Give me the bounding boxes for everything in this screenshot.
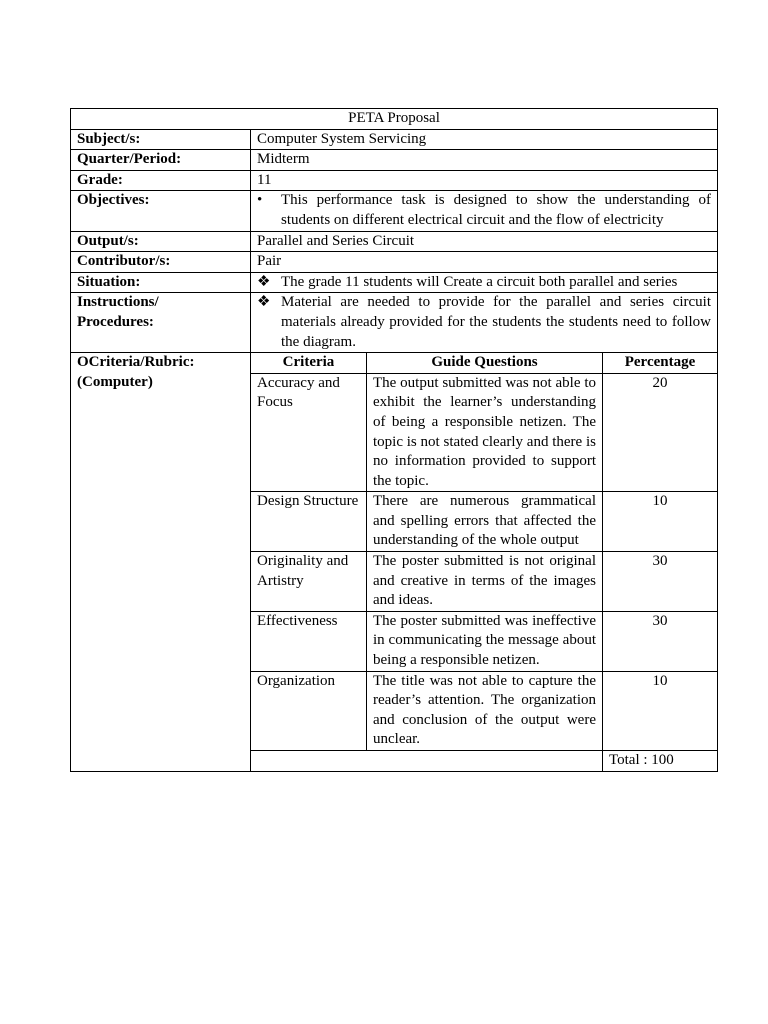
instructions-label-line1: Instructions/: [77, 294, 159, 311]
instructions-row: [71, 293, 718, 353]
document-title: PETA Proposal: [71, 109, 718, 130]
situation-cell: [251, 272, 718, 293]
rubric-row: [251, 671, 718, 750]
subject-value: Computer System Servicing: [251, 129, 718, 150]
rubric-total: Total : 100: [603, 751, 718, 772]
instructions-label-line2: Procedures:: [77, 313, 154, 330]
rubric-header-guide: Guide Questions: [367, 353, 603, 374]
title-row: [71, 109, 718, 130]
quarter-row: [71, 150, 718, 171]
criteria-label-line1: OCriteria/Rubric:: [77, 354, 195, 371]
rubric-percentage: 10: [603, 671, 718, 750]
rubric-percentage: 20: [603, 373, 718, 492]
contributor-value: Pair: [251, 252, 718, 273]
rubric-criteria: Organization: [251, 671, 367, 750]
proposal-table: [70, 108, 718, 772]
rubric-total-row: [251, 751, 718, 772]
rubric-header-criteria: Criteria: [251, 353, 367, 374]
criteria-label-line2: (Computer): [77, 373, 153, 390]
diamond-bullet-icon: ❖: [257, 294, 271, 311]
rubric-guide: There are numerous grammatical and spelling errors that affected the understanding of the whole output: [367, 492, 603, 552]
rubric-guide: The poster submitted was ineffective in communicating the message about being a responsible netizen.: [367, 611, 603, 671]
rubric-guide: The title was not able to capture the reader’s attention. The organization and conclusion of the output were unclear.: [367, 671, 603, 750]
peta-proposal-document: [70, 108, 717, 772]
rubric-criteria: Originality and Artistry: [251, 552, 367, 612]
output-row: [71, 231, 718, 252]
output-value: Parallel and Series Circuit: [251, 231, 718, 252]
rubric-guide: The output submitted was not able to exhibit the learner’s understanding of being a responsible netizen. The topic is not stated clearly and there is no information provided to support the topic.: [367, 373, 603, 492]
instructions-label: [71, 293, 251, 353]
rubric-row: [251, 373, 718, 492]
rubric-header-row: [251, 353, 718, 374]
objectives-row: [71, 191, 718, 231]
criteria-row: [71, 353, 718, 771]
criteria-label: [71, 353, 251, 771]
rubric-table: [250, 352, 718, 771]
rubric-criteria: Design Structure: [251, 492, 367, 552]
bullet-dot-icon: •: [257, 192, 263, 209]
contributor-row: [71, 252, 718, 273]
situation-row: [71, 272, 718, 293]
diamond-bullet-icon: ❖: [257, 273, 271, 290]
quarter-label: Quarter/Period:: [71, 150, 251, 171]
contributor-label: Contributor/s:: [71, 252, 251, 273]
rubric-percentage: 10: [603, 492, 718, 552]
quarter-value: Midterm: [251, 150, 718, 171]
objectives-cell: [251, 191, 718, 231]
instructions-cell: [251, 293, 718, 353]
rubric-criteria: Effectiveness: [251, 611, 367, 671]
rubric-header-percentage: Percentage: [603, 353, 718, 374]
rubric-total-spacer: [251, 751, 603, 772]
rubric-percentage: 30: [603, 611, 718, 671]
rubric-row: [251, 611, 718, 671]
output-label: Output/s:: [71, 231, 251, 252]
situation-label: Situation:: [71, 272, 251, 293]
situation-value: The grade 11 students will Create a circuit both parallel and series: [281, 273, 678, 290]
rubric-guide: The poster submitted is not original and creative in terms of the images and ideas.: [367, 552, 603, 612]
instructions-value: Material are needed to provide for the parallel and series circuit materials already provided for the students the students need to follow the diagram.: [281, 294, 712, 350]
grade-label: Grade:: [71, 170, 251, 191]
subject-label: Subject/s:: [71, 129, 251, 150]
rubric-row: [251, 492, 718, 552]
subject-row: [71, 129, 718, 150]
rubric-criteria: Accuracy and Focus: [251, 373, 367, 492]
objectives-label: Objectives:: [71, 191, 251, 231]
objectives-value: This performance task is designed to show the understanding of students on different electrical circuit and the flow of electricity: [281, 192, 712, 228]
rubric-row: [251, 552, 718, 612]
grade-row: [71, 170, 718, 191]
rubric-cell: [251, 353, 718, 771]
grade-value: 11: [251, 170, 718, 191]
rubric-percentage: 30: [603, 552, 718, 612]
